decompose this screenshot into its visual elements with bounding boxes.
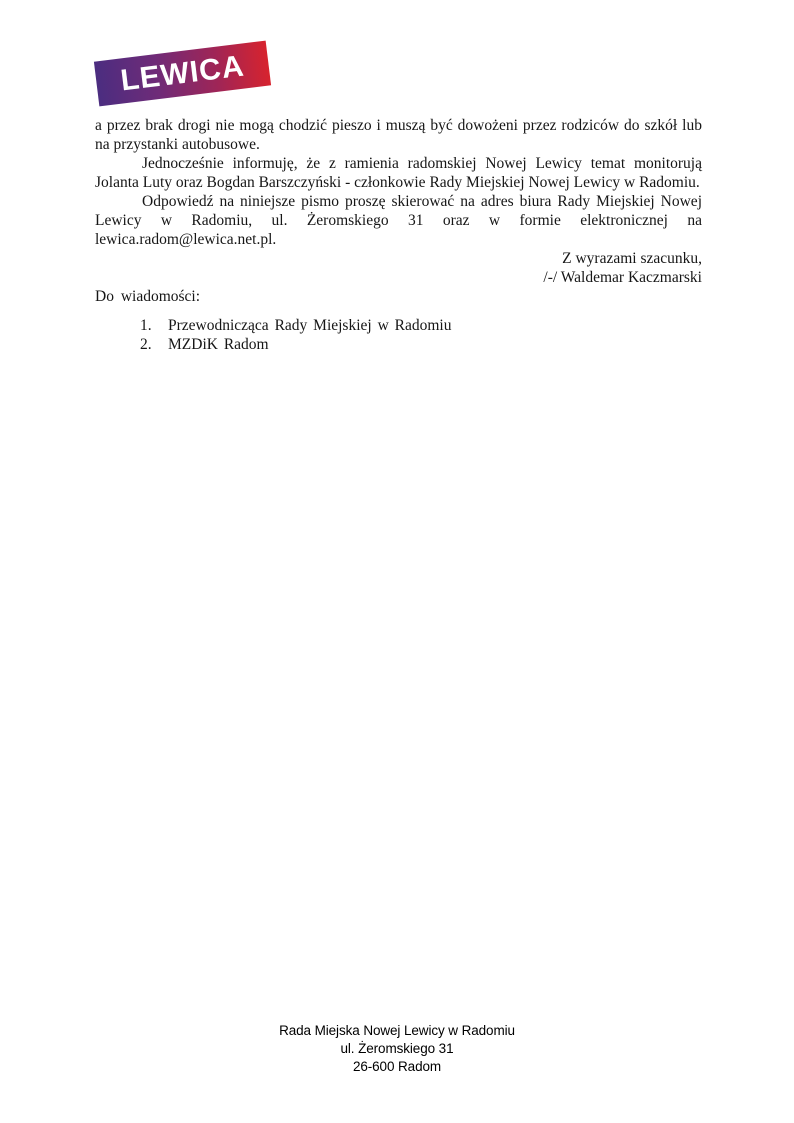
letter-footer (0, 1022, 794, 1076)
cc-heading: Do wiadomości: (95, 288, 201, 305)
cc-item-number: 2. (140, 336, 152, 353)
cc-item-text: Przewodnicząca Rady Miejskiej w Radomiu (168, 317, 452, 334)
cc-item-text: MZDiK Radom (168, 336, 269, 353)
footer-organization: Rada Miejska Nowej Lewicy w Radomiu (279, 1023, 515, 1038)
paragraph-reply-address: Odpowiedź na niniejsze pismo proszę skierować na adres biura Rady Miejskiej Nowej Lewicy w Radomiu, ul. Żeromskiego 31 oraz w formie elektronicznej na lewica.radom@lewica.net.pl. (95, 193, 702, 248)
footer-street: ul. Żeromskiego 31 (340, 1041, 454, 1056)
lewica-logo-text: LEWICA (118, 49, 247, 97)
letter-body (95, 0, 702, 354)
cc-item (95, 335, 702, 354)
footer-city: 26-600 Radom (352, 1059, 442, 1074)
paragraph-monitoring: Jednocześnie informuję, że z ramienia radomskiej Nowej Lewicy temat monitorują Jolanta Luty oraz Bogdan Barszczyński - członkowie Rady Miejskiej Nowej Lewicy w Radomiu. (95, 155, 702, 191)
paragraph-continuation: a przez brak drogi nie mogą chodzić pieszo i muszą być dowożeni przez rodziców do szkół lub na przystanki autobusowe. (95, 117, 702, 153)
cc-item-number: 1. (140, 317, 152, 334)
cc-list (95, 316, 702, 354)
cc-item (95, 316, 702, 335)
signature-name: /-/ Waldemar Kaczmarski (543, 269, 702, 286)
signature-closing: Z wyrazami szacunku, (562, 250, 702, 267)
